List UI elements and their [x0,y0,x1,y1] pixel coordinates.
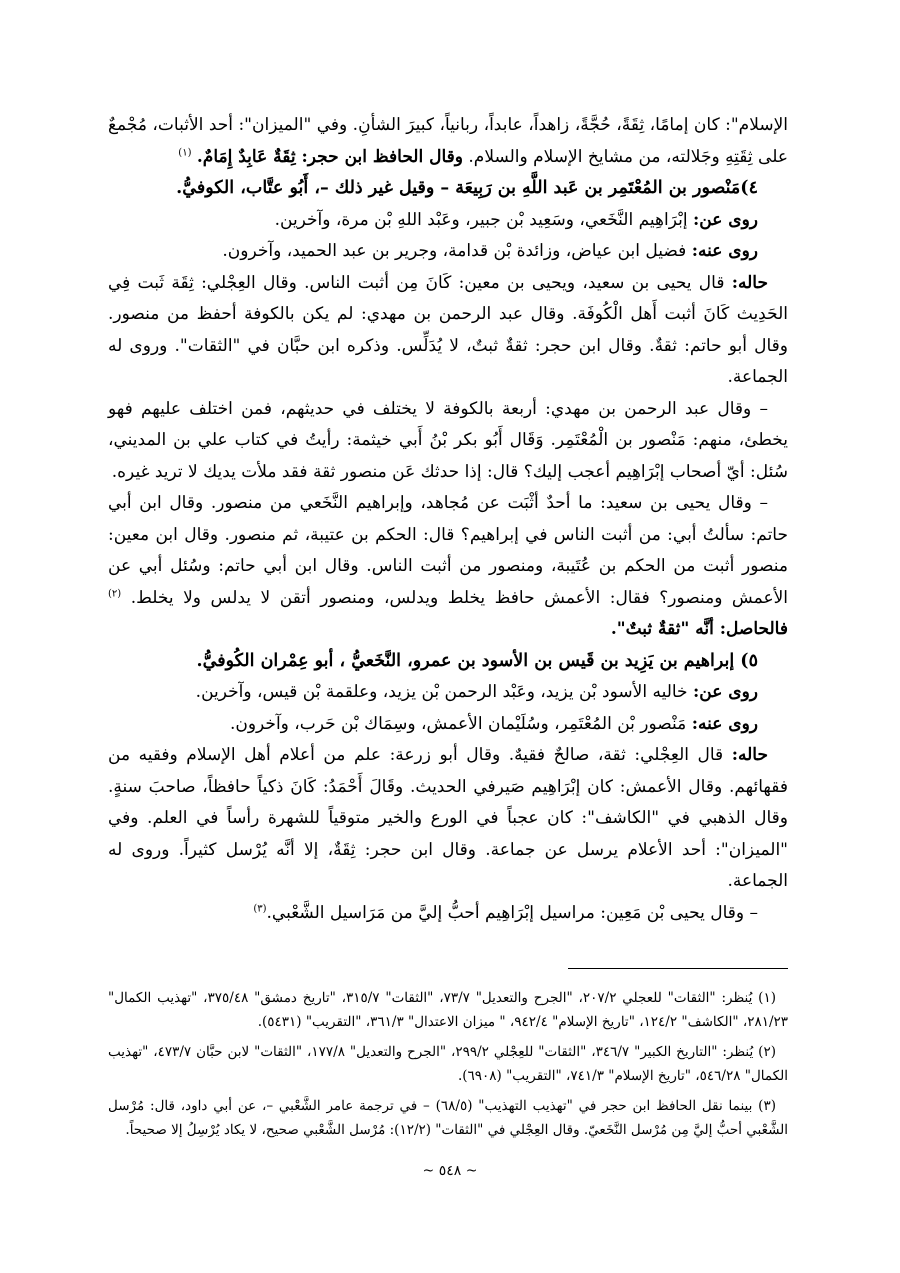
label: روى عن: [692,682,758,702]
footnote-separator [568,968,788,969]
text: إبْرَاهِيم النَّخَعي، وسَعِيد بْن جبير، وعَبْد اللهِ بْن مرة، وآخرين. [274,209,693,230]
text: فضيل ابن عياض، وزائدة بْن قدامة، وجرير بن عبد الحميد، وآخرون. [222,241,692,261]
text: الإسلام": كان إمامًا، ثِقَةً، حُجَّةً، زاهداً، عابداً، ربانياً، كبيرَ الشأنِ. وفي "الميزان": أحد الأثبات، مُجْمعٌ على ثِقَتِهِ وجَلالته، من مشايخ الإسلام والسلام. [108,115,788,167]
label: روى عن: [692,209,758,230]
footnote-ref: (٢) [108,587,122,599]
text: خاليه الأسود بْن يزيد، وعَبْد الرحمن بْن يزيد، وعلقمة بْن قيس، وآخرين. [195,682,693,702]
footnote-ref: (٣) [253,902,267,914]
footnotes [108,986,788,1148]
narrated-from [108,205,788,237]
text: مَنْصور بْن المُعْتَمِر، وسُلَيْمان الأعمش، وسِمَاك بْن حَرب، وآخرون. [229,713,692,734]
narrated-by [108,709,788,741]
label: حاله: [731,745,768,765]
bold-verdict: وقال الحافظ ابن حجر: ثِقَةٌ عَابِدٌ إِمَامٌ. [196,146,463,167]
text: قال يحيى بن سعيد، ويحيى بن معين: كَانَ مِن أثبت الناس. وقال العِجْلي: ثِقَة ثَبت فِي الحَدِيث كَانَ أثبت أَهل الْكُوفَة. وقال عبد الرحمن بن مهدي: لم يكن بالكوفة أحفظ من منصور. وقال أبو حاتم: ثقةٌ. وقال ابن حجر: ثقةٌ ثبتٌ، لا يُدَلِّس. وذكره ابن حبَّان في "الثقات". وروى له الجماعة. [108,272,788,387]
narrated-by [108,236,788,268]
narrated-from [108,677,788,709]
entry-heading-5: ٥) إبراهيم بن يَزِيد بن قَيس بن الأسود بن عمرو، النَّخَعيُّ ، أبو عِمْران الكُوفيُّ. [196,650,758,671]
text: – وقال يحيى بْن مَعِين: مراسيل إبْرَاهِيم أحبُّ إليَّ من مَرَاسيل الشَّعْبي. [266,902,758,923]
status-paragraph [108,268,788,394]
status-paragraph [108,740,788,898]
page-number: ~ ٥٤٨ ~ [422,1163,478,1179]
text: قال العِجْلي: ثقة، صالحٌ فقيهٌ. وقال أبو زرعة: علم من أعلام أهل الإسلام وفقيه من فقهائهم. وقال الأعمش: كان إبْرَاهِيم صَيرفي الحديث. وقَالَ أَحْمَدُ: كَانَ ذكياً حافظاً، صاحبَ سنةٍ. وقال الذهبي في "الكاشف": كان عجباً في الورع والخير متوقياً للشهرة رأساً في العلم. وفي "الميزان": أحد الأعلام يرسل عن جماعة. وقال ابن حجر: ثِقَةٌ، إلا أنَّه يُرْسل كثيراً. وروى له الجماعة. [108,745,788,891]
entry-heading-4: ٤)مَنْصور بن المُعْتَمِر بن عَبد اللَّهِ بن رَبِيعَة – وقيل غير ذلك –، أَبُو عتَّاب، الكوفيُّ. [176,178,758,198]
text: – وقال يحيى بن سعيد: ما أحدٌ أثْبَت عن مُجاهد، وإبراهيم النَّخَعي من منصور. وقال ابن أبي حاتم: سألتُ أبي: من أثبت الناس في إبراهيم؟ قال: الحكم بن عتيبة، ثم منصور. وقال ابن معين: منصور أثبت من الحكم بن عُتَيبة، ومنصور من أثبت الناس. وقال ابن أبي حاتم: وسُئل أبي عن الأعمش ومنصور؟ فقال: الأعمش حافظ يخلط ويدلس، ومنصور أتقن لا يدلس ولا يخلط. [108,493,789,608]
footnote-ref: (١) [178,146,192,158]
footnote-1: (١) يُنظر: "الثقات" للعجلي ٢٠٧/٢، "الجرح والتعديل" ٧٣/٧، "الثقات" ٣١٥/٧، "تاريخ دمشق" ٣٧٥/٤٨، "تهذيب الكمال" ٢٨١/٢٣، "الكاشف" ١٢٤/٢، "تاريخ الإسلام" ٩٤٢/٤، " ميزان الاعتدال" ٣٦١/٣، "التقريب" (٥٤٣١). [108,990,788,1030]
label: روى عنه: [691,241,758,261]
footnote-3: (٣) بينما نقل الحافظ ابن حجر في "تهذيب التهذيب" (٦٨/٥) – في ترجمة عامر الشَّعْبي –، عن أبي داود، قال: مُرْسل الشَّعْبي أحبُّ إليَّ مِن مُرْسل النَّخَعيّ. وقال العِجْلي في "الثقات" (١٢/٢): مُرْسل الشَّعْبي صحيح، لا يكاد يُرْسِلُ إلا صحيحاً. [108,1098,788,1138]
label: روى عنه: [691,713,758,734]
paragraph-tail [108,110,788,173]
paragraph-mahdi: – وقال عبد الرحمن بن مهدي: أربعة بالكوفة لا يختلف في حديثهم، فمن اختلف عليهم فهو يخطئ، منهم: مَنْصور بن الْمُعْتَمِر. وَقَال أَبُو بكر بْنُ أَبي خيثمة: رأيتُ في كتاب علي بن المديني، سُئل: أيّ أصحاب إبْرَاهِيم أعجب إليك؟ قال: إذا حدثك عَن منصور ثقة فقد ملأت يديك لا تريد غيره. [108,398,788,482]
label: حاله: [731,272,768,293]
paragraph-said [108,488,788,646]
footnote-2: (٢) يُنظر: "التاريخ الكبير" ٣٤٦/٧، "الثقات" للعِجْلي ٢٩٩/٢، "الجرح والتعديل" ١٧٧/٨، "الثقات" لابن حبَّان ٤٧٣/٧، "تهذيب الكمال" ٥٤٦/٢٨، "تاريخ الإسلام" ٧٤١/٣، "التقريب" (٦٩٠٨). [108,1044,788,1084]
bold-verdict: فالحاصل: أنَّه "ثقةٌ ثبتٌ". [610,619,788,639]
paragraph-maeen [108,898,788,930]
main-text [108,110,788,929]
